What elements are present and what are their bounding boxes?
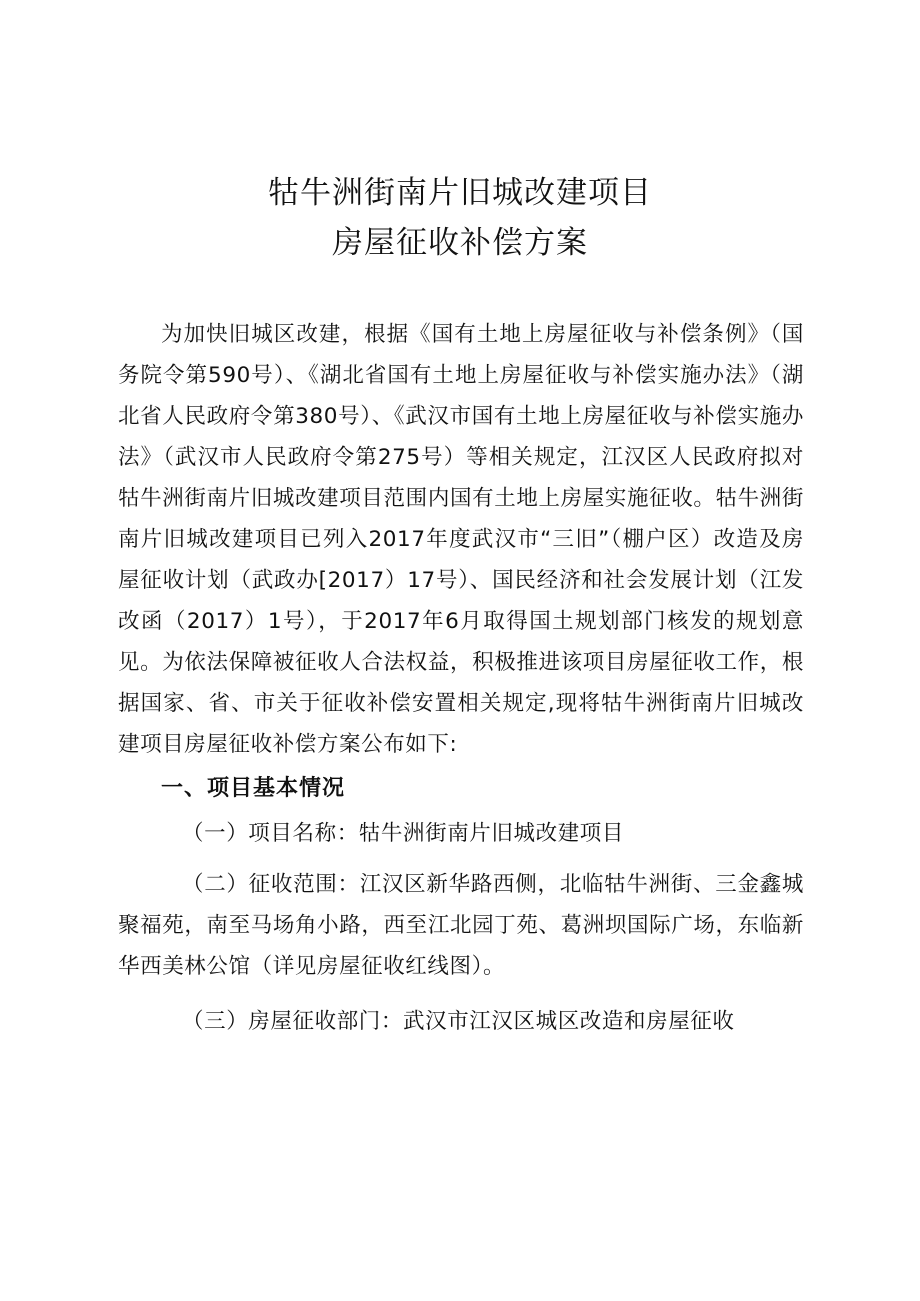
title-line-2: 房屋征收补偿方案 xyxy=(332,225,588,261)
section-heading-basic-info: 一、项目基本情况 xyxy=(161,776,346,801)
item-project-name: （一）项目名称：牯牛洲街南片旧城改建项目 xyxy=(182,821,625,846)
title-line-1: 牯牛洲街南片旧城改建项目 xyxy=(268,175,652,211)
item-expropriation-scope: （二）征收范围：江汉区新华路西侧，北临牯牛洲街、三金鑫城聚福苑，南至马场角小路，西至江北园丁苑、葛洲坝国际广场，东临新华西美林公馆（详见房屋征收红线图）。 xyxy=(118,872,804,979)
document-title xyxy=(0,168,920,268)
intro-paragraph: 为加快旧城区改建，根据《国有土地上房屋征收与补偿条例》（国务院令第590号）、《湖北省国有土地上房屋征收与补偿实施办法》（湖北省人民政府令第380号）、《武汉市国有土地上房屋征收与补偿实施办法》（武汉市人民政府令第275号）等相关规定，江汉区人民政府拟对牯牛洲街南片旧城改建项目范围内国有土地上房屋实施征收。牯牛洲街南片旧城改建项目已列入2017年度武汉市“三旧”（棚户区）改造及房屋征收计划（武政办[2017）17号）、国民经济和社会发展计划（江发改函（2017）1号），于2017年6月取得国土规划部门核发的规划意见。为依法保障被征收人合法权益，积极推进该项目房屋征收工作，根据国家、省、市关于征收补偿安置相关规定,现将牯牛洲街南片旧城改建项目房屋征收补偿方案公布如下: xyxy=(118,322,804,757)
document-body xyxy=(118,314,804,1042)
item-expropriation-department: （三）房屋征收部门：武汉市江汉区城区改造和房屋征收 xyxy=(182,1009,735,1034)
